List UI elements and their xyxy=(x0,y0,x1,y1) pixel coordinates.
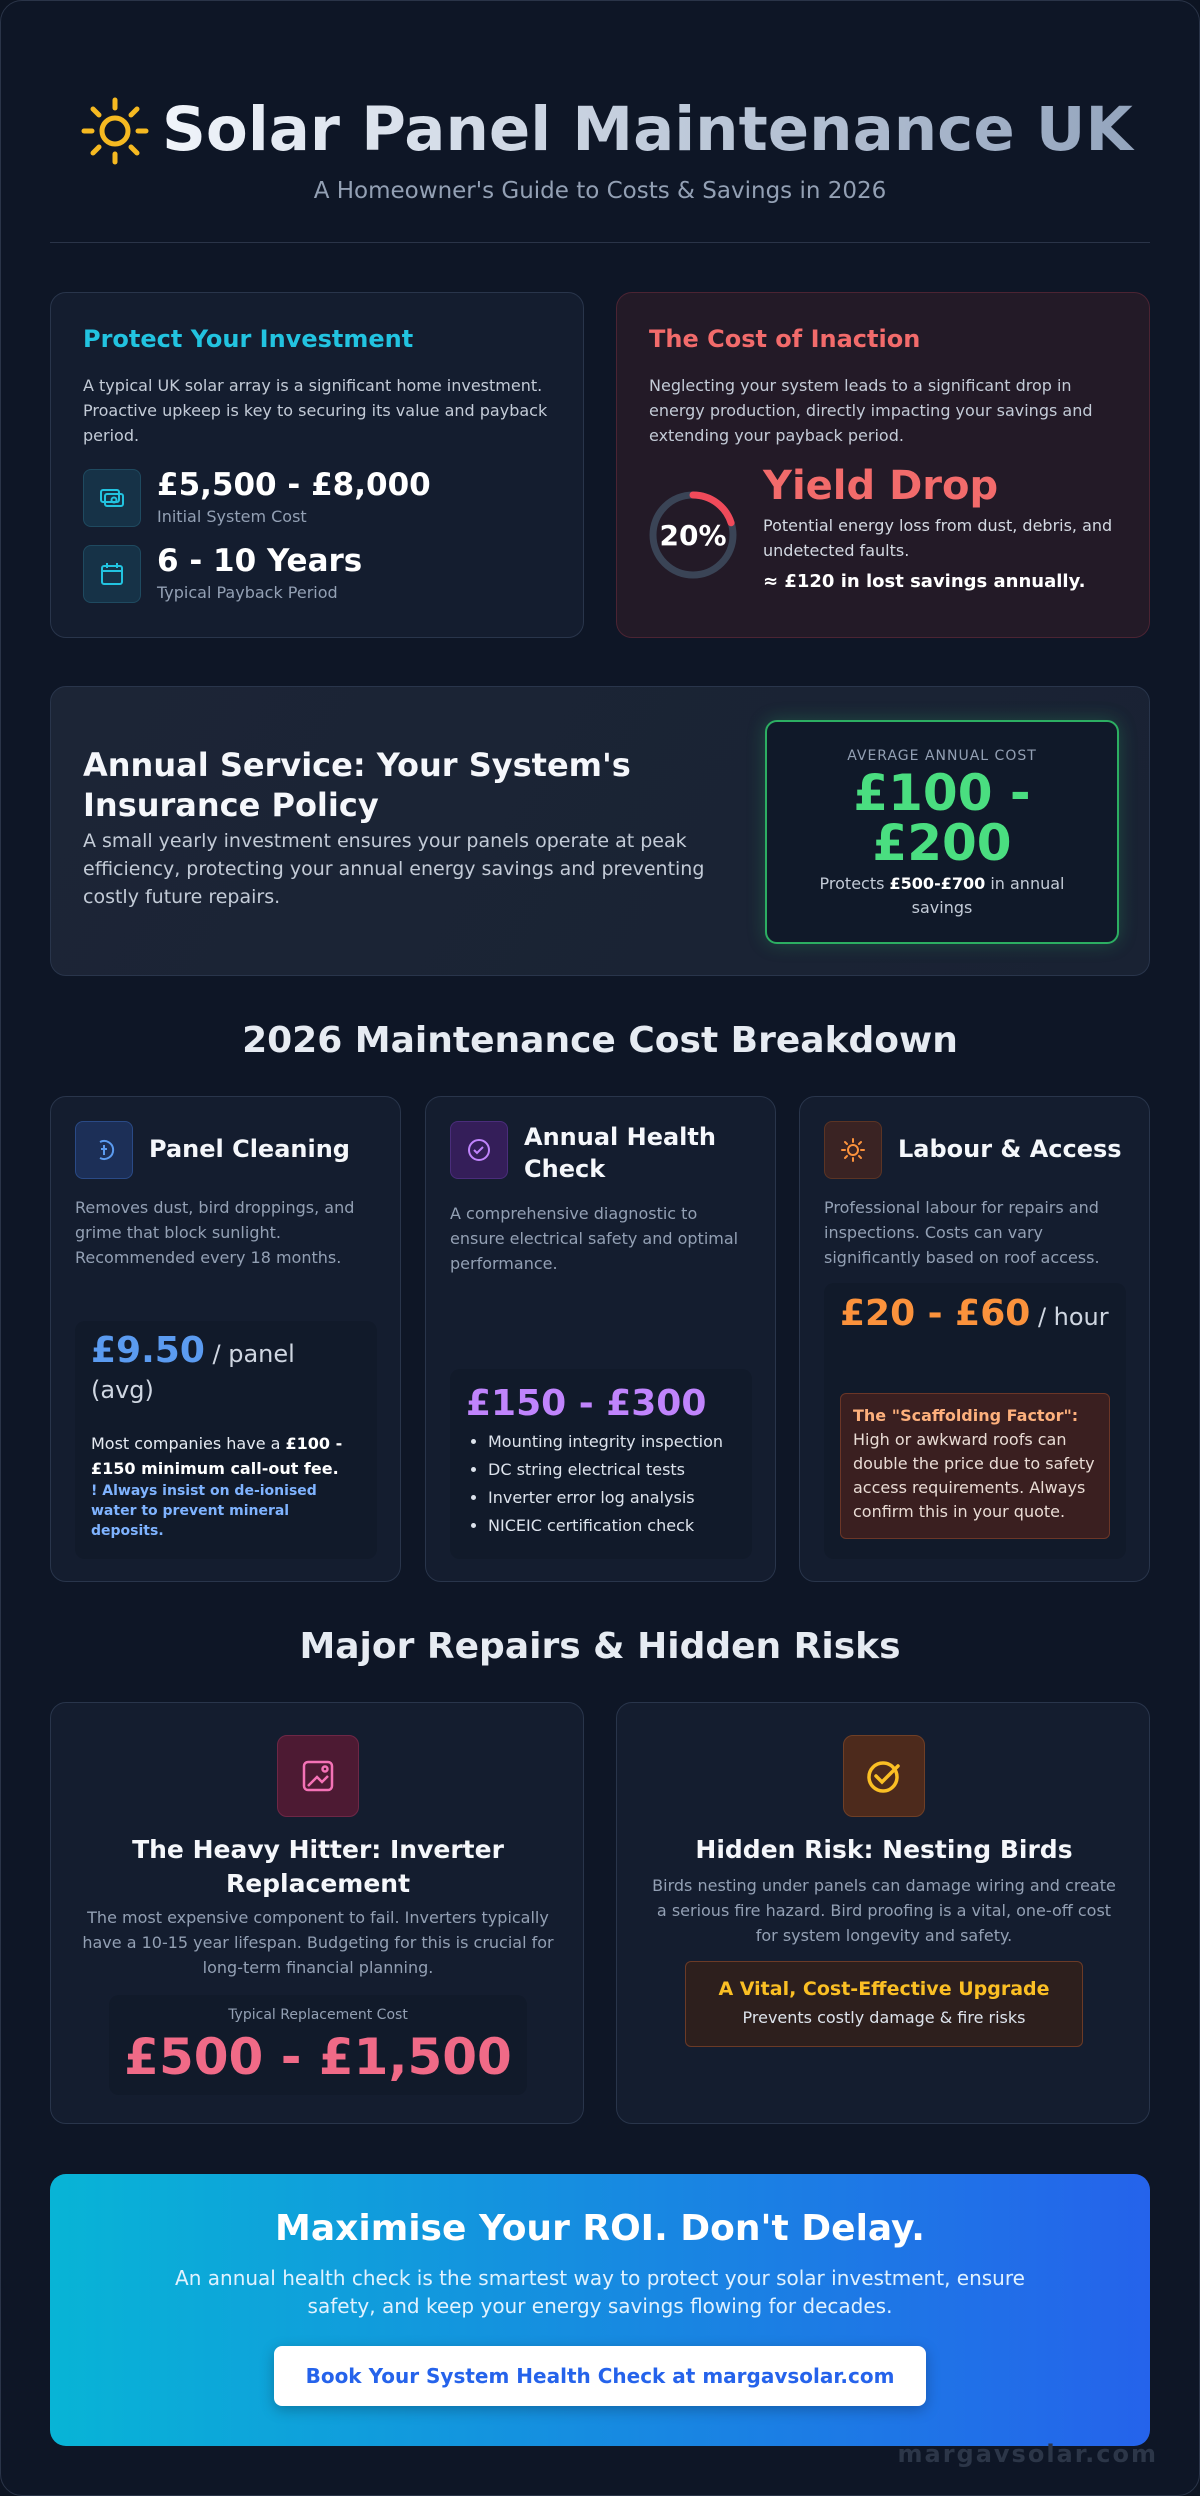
health-checklist xyxy=(450,1433,750,1545)
inverter-card xyxy=(50,1702,584,2124)
badge-protects xyxy=(797,872,1087,920)
check-circle-icon xyxy=(450,1121,508,1179)
cleaning-price xyxy=(91,1330,361,1408)
birds-title: Hidden Risk: Nesting Birds xyxy=(695,1835,1073,1864)
repairs-heading: Major Repairs & Hidden Risks xyxy=(299,1626,901,1667)
scaffolding-title: The "Scaffolding Factor": xyxy=(853,1406,1079,1425)
health-price: £150 - £300 xyxy=(466,1383,707,1424)
upgrade-title: A Vital, Cost-Effective Upgrade xyxy=(718,1978,1050,2000)
money-icon xyxy=(83,469,141,527)
health-body: A comprehensive diagnostic to ensure electrical safety and optimal performance. xyxy=(450,1204,739,1273)
inverter-icon xyxy=(277,1735,359,1817)
health-title: Annual Health Check xyxy=(524,1123,716,1183)
sun-icon xyxy=(80,96,150,166)
breakdown-heading: 2026 Maintenance Cost Breakdown xyxy=(242,1020,958,1061)
nesting-birds-card xyxy=(616,1702,1150,2124)
panel-cleaning-card xyxy=(50,1096,401,1582)
checklist-item: • Mounting integrity inspection xyxy=(488,1433,750,1451)
inverter-body: The most expensive component to fail. Inverters typically have a 10-15 year lifespan. Budgeting for this is crucial for long-term financial planning. xyxy=(82,1908,554,1977)
header-divider xyxy=(50,242,1150,243)
initial-cost-label: Initial System Cost xyxy=(157,507,307,526)
upgrade-subtitle: Prevents costly damage & fire risks xyxy=(742,2008,1026,2027)
cleaning-price-box xyxy=(75,1321,377,1559)
labour-price xyxy=(840,1295,1110,1336)
page-subtitle: A Homeowner's Guide to Costs & Savings in 2026 xyxy=(313,178,887,204)
cta-section xyxy=(50,2174,1150,2446)
cleaning-price-unit: / panel (avg) xyxy=(91,1340,295,1404)
scaffolding-factor-box xyxy=(840,1393,1110,1539)
scaffolding-text xyxy=(853,1404,1103,1524)
badge-label: AVERAGE ANNUAL COST xyxy=(847,748,1037,764)
header xyxy=(0,80,1200,220)
payback-label: Typical Payback Period xyxy=(157,583,338,602)
payback-value: 6 - 10 Years xyxy=(157,543,363,579)
annual-title: Annual Service: Your System's Insurance Policy xyxy=(83,746,631,824)
labour-price-value: £20 - £60 xyxy=(840,1293,1031,1334)
protect-body: A typical UK solar array is a significant home investment. Proactive upkeep is key to securing its value and payback period. xyxy=(83,376,548,445)
health-price-box xyxy=(450,1369,752,1559)
labour-body: Professional labour for repairs and inspections. Costs can vary significantly based on roof access. xyxy=(824,1198,1100,1267)
labour-title: Labour & Access xyxy=(898,1135,1122,1163)
birds-body: Birds nesting under panels can damage wiring and create a serious fire hazard. Bird proofing is a vital, one-off cost for system longevity and safety. xyxy=(652,1876,1116,1945)
cleaning-warning: ! Always insist on de-ionised water to prevent mineral deposits. xyxy=(91,1483,317,1539)
labour-price-unit: / hour xyxy=(1030,1303,1109,1331)
yield-gauge xyxy=(647,489,739,581)
annual-cost-badge xyxy=(765,720,1119,944)
lost-savings: ≈ £120 in lost savings annually. xyxy=(763,571,1086,592)
checklist-item: • DC string electrical tests xyxy=(488,1461,750,1479)
inaction-body: Neglecting your system leads to a significant drop in energy production, directly impacting your savings and extending your payback period. xyxy=(649,376,1093,445)
cost-of-inaction-card xyxy=(616,292,1150,638)
cleaning-icon xyxy=(75,1121,133,1179)
badge-value: £100 - £200 xyxy=(853,764,1031,872)
health-check-card xyxy=(425,1096,776,1582)
book-health-check-button[interactable]: Book Your System Health Check at margavsolar.com xyxy=(274,2346,926,2406)
inverter-cost-label: Typical Replacement Cost xyxy=(228,2007,408,2023)
cta-title: Maximise Your ROI. Don't Delay. xyxy=(275,2208,925,2249)
annual-body: A small yearly investment ensures your panels operate at peak efficiency, protecting your annual energy savings and preventing costly future repairs. xyxy=(83,830,705,908)
cleaning-title: Panel Cleaning xyxy=(149,1135,350,1163)
inverter-cost-value: £500 - £1,500 xyxy=(124,2028,512,2086)
cta-body: An annual health check is the smartest way to protect your solar investment, ensure safety, and keep your energy savings flowing for decades. xyxy=(175,2266,1025,2318)
protects-amount: £500-£700 xyxy=(889,874,986,893)
protect-title: Protect Your Investment xyxy=(83,325,414,353)
yield-drop-heading: Yield Drop xyxy=(763,463,999,509)
gauge-value: 20% xyxy=(659,519,727,552)
protect-investment-card xyxy=(50,292,584,638)
gear-icon xyxy=(824,1121,882,1179)
scaffolding-body: High or awkward roofs can double the price due to safety access requirements. Always confirm this in your quote. xyxy=(853,1430,1095,1521)
calendar-icon xyxy=(83,545,141,603)
inverter-title: The Heavy Hitter: Inverter Replacement xyxy=(132,1835,504,1898)
checklist-item: • Inverter error log analysis xyxy=(488,1489,750,1507)
yield-drop-desc: Potential energy loss from dust, debris, and undetected faults. xyxy=(763,516,1113,560)
checklist-item: • NICEIC certification check xyxy=(488,1517,750,1535)
annual-service-section xyxy=(50,686,1150,976)
labour-access-card xyxy=(799,1096,1150,1582)
cleaning-note xyxy=(91,1431,361,1481)
upgrade-box xyxy=(685,1961,1083,2047)
cleaning-note-bold: £100 - £150 minimum call-out fee. xyxy=(91,1434,343,1478)
page-title: Solar Panel Maintenance UK xyxy=(162,90,1142,170)
protects-prefix: Protects xyxy=(819,874,890,893)
inverter-cost-box xyxy=(109,1995,527,2095)
inaction-title: The Cost of Inaction xyxy=(649,325,921,353)
shield-check-icon xyxy=(843,1735,925,1817)
cleaning-body: Removes dust, bird droppings, and grime that block sunlight. Recommended every 18 months. xyxy=(75,1198,355,1267)
cleaning-price-value: £9.50 xyxy=(91,1330,205,1371)
labour-price-box xyxy=(824,1283,1126,1559)
cleaning-note-prefix: Most companies have a xyxy=(91,1434,286,1453)
protects-suffix: in annual savings xyxy=(911,874,1065,917)
footer-watermark: margavsolar.com xyxy=(897,2440,1158,2468)
initial-cost-value: £5,500 - £8,000 xyxy=(157,467,431,503)
